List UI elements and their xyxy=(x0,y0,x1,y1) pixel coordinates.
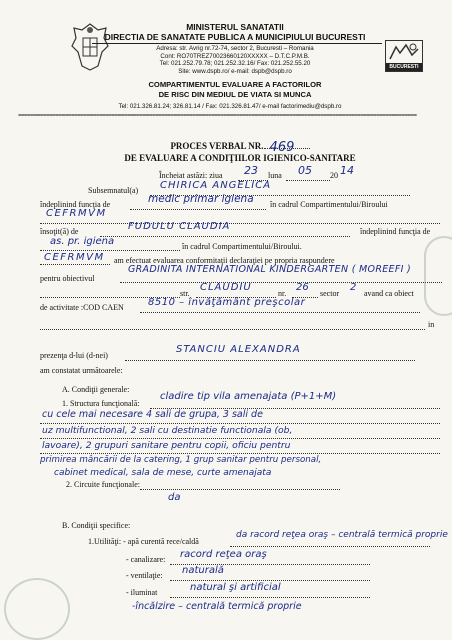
sector-label: sector xyxy=(320,289,340,298)
accompanied-label: însoţit(ă) de xyxy=(40,227,79,236)
structure-label: 1. Structura funcţională: xyxy=(62,399,140,408)
activity-label: de activitate :COD CAEN xyxy=(40,303,124,312)
circuits-value: da xyxy=(168,492,181,503)
lighting-value: natural şi artificial xyxy=(190,582,281,593)
ventilation-value: naturală xyxy=(182,565,224,576)
phone-line: Tel: 021.252.79.78; 021.252.32.16/ Fax: 021.252.55.20 xyxy=(159,60,311,68)
object-label: avand ca obiect xyxy=(364,289,414,298)
findings-label: am constatat următoarele: xyxy=(40,366,123,375)
number-value: 26 xyxy=(296,282,309,293)
number-label: nr. xyxy=(278,289,287,298)
structure-value-6: cabinet medical, sala de mese, curte amenajata xyxy=(54,468,272,478)
side-stamp xyxy=(424,236,452,316)
department-label: în cadrul Compartimentului/Biroului xyxy=(270,200,388,209)
function-value: medic primar igiena xyxy=(148,193,254,205)
function2-label: îndeplinind funcţia de xyxy=(360,227,431,236)
undersigned-label: Subsemnatul(a) xyxy=(88,186,139,195)
account-line: Cont: RO70TREZ70023660120XXXXX – D.T.C.P.M.B. xyxy=(160,52,310,60)
address-line: Adresa: str. Avrig nr.72-74, sector 2, Bucuresti – Romania xyxy=(156,45,314,52)
year-prefix: 20 xyxy=(330,171,338,180)
title-label: PROCES VERBAL NR. xyxy=(170,141,264,151)
structure-value-4: lavoare), 2 grupuri sanitare pentru copii, oficiu pentru xyxy=(42,440,291,451)
concluded-label: Încheiat astăzi: ziua xyxy=(159,171,223,180)
structure-value-3: uz multifunctional, 2 sali cu destinatie functionala (ob, xyxy=(42,425,293,436)
sector-value: 2 xyxy=(350,282,357,293)
department-line1: COMPARTIMENTUL EVALUARE A FACTORILOR xyxy=(148,80,322,89)
in-label: in xyxy=(428,320,435,329)
evaluation-text: am efectuat evaluarea conformitaţii declaraţiei pe propria raspundere xyxy=(114,256,335,265)
structure-value-2: cu cele mai necesare 4 sali de grupa, 3 sali de xyxy=(42,409,263,420)
undersigned-value: CHIRICA ANGELICA xyxy=(160,180,272,191)
ventilation-label: - ventilaţie: xyxy=(126,571,163,580)
separator-line: ================================================================================================================================ xyxy=(18,112,417,119)
faint-stamp xyxy=(4,578,70,640)
section-a-title: A. Condiţii generale: xyxy=(62,385,130,394)
heating-value: -încălzire – centrală termică proprie xyxy=(132,601,302,612)
document-subtitle: DE EVALUARE A CONDIŢIILOR IGIENICO-SANITARE xyxy=(124,153,356,163)
site-line: Site: www.dspb.ro/ e-mail: dspb@dspb.ro xyxy=(178,68,292,76)
sewage-label: - canalizare: xyxy=(126,555,166,564)
department2-value: CEFRMVM xyxy=(44,252,105,263)
structure-value-5: primirea mâncării de la catering, 1 grup sanitar pentru personal, xyxy=(40,455,322,465)
function2-value: as. pr. igiena xyxy=(50,236,115,247)
structure-value-1: cladire tip vila amenajata (P+1+M) xyxy=(160,391,337,402)
objective-label: pentru obiectivul xyxy=(40,274,95,283)
document-title xyxy=(40,140,440,155)
month-value: 05 xyxy=(298,164,312,177)
month-label: luna xyxy=(268,171,282,180)
department2-label: în cadrul Compartimentului/Biroului. xyxy=(182,242,302,251)
street-label: str. xyxy=(180,289,190,298)
function-label: îndeplinind funcţia de xyxy=(40,200,111,209)
document-number: 469 xyxy=(269,140,295,155)
department-line2: DE RISC DIN MEDIUL DE VIATA SI MUNCA xyxy=(158,90,312,99)
logo-text: BUCURESTI xyxy=(386,63,422,71)
department-contact: Tel: 021.326.81.24; 326.81.14 / Fax: 021.326.81.47/ e-mail factorimediu@dspb.ro xyxy=(118,103,342,110)
header-contact xyxy=(120,45,350,76)
activity-value: 8510 – învăţământ preşcolar xyxy=(148,297,306,308)
circuits-label: 2. Circuite funcţionale: xyxy=(66,480,140,489)
year-value: 14 xyxy=(340,164,354,177)
sewage-value: racord reţea oraş xyxy=(180,549,267,560)
objective-value: GRADINITA INTERNATIONAL KINDERGARTEN ( MOREEFI ) xyxy=(128,264,412,275)
presence-label: prezenţa d-lui (d-nei) xyxy=(40,351,108,360)
street-value: CLAUDIU xyxy=(200,282,252,293)
dspb-logo-icon xyxy=(385,40,423,72)
utilities-value: da racord reţea oraş – centrală termică proprie xyxy=(236,530,448,540)
lighting-label: - iluminat xyxy=(126,588,158,597)
directorate-name: DIRECTIA DE SANATATE PUBLICA A MUNICIPIULUI BUCURESTI xyxy=(104,32,366,42)
day-value: 23 xyxy=(244,164,258,177)
accompanied-value: FUDULU CLAUDIA xyxy=(128,221,231,232)
header-rule xyxy=(92,43,382,44)
department-value: CEFRMVM xyxy=(46,208,107,219)
utilities-label: 1.Utilităţi: - apă curentă rece/caldă xyxy=(88,537,199,546)
section-b-title: B. Condiţii specifice: xyxy=(62,521,131,530)
presence-value: STANCIU ALEXANDRA xyxy=(176,344,301,355)
ministry-name: MINISTERUL SANATATII xyxy=(186,22,284,32)
